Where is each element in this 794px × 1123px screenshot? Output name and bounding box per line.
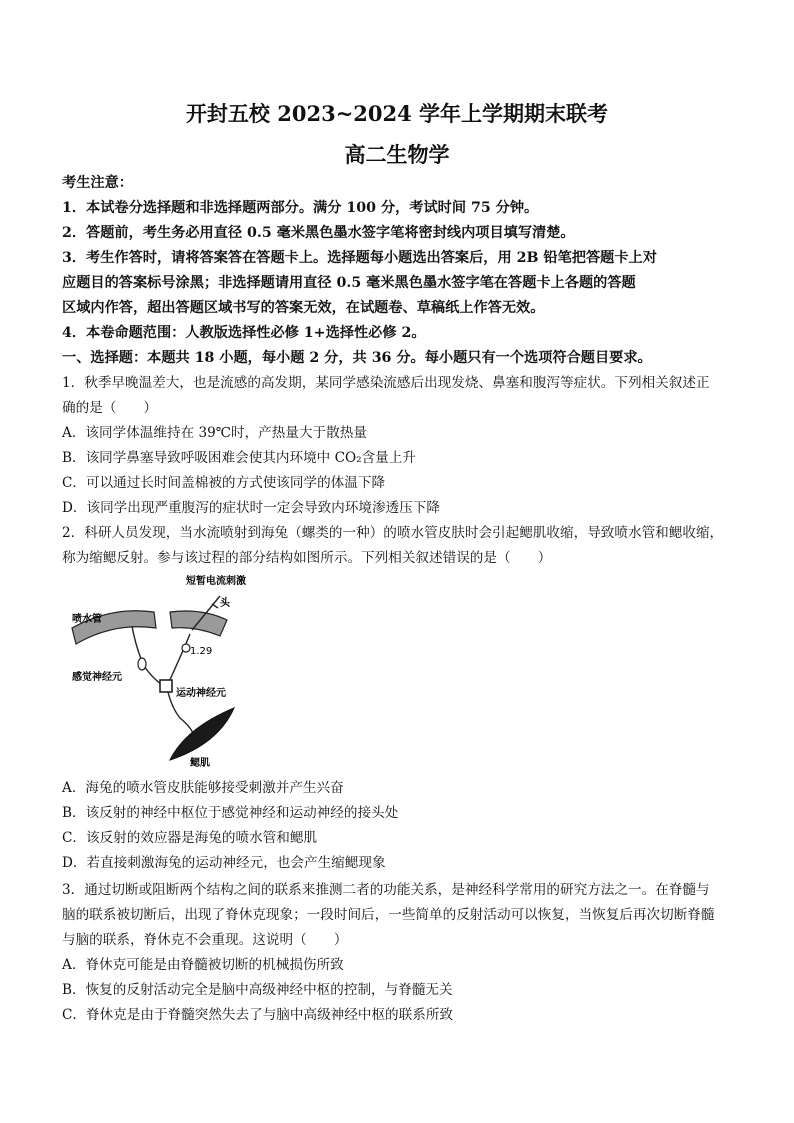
question-2-option-d: D．若直接刺激海兔的运动神经元，也会产生缩鳃现象 (62, 855, 386, 871)
label-gill-muscle: 鳃肌 (190, 758, 210, 768)
label-sensory-neuron: 感觉神经元 (72, 672, 122, 683)
notice-item: 2．答题前，考生务必用直径 0.5 毫米黑色墨水签字笔将密封线内项目填写清楚。 (62, 225, 575, 241)
question-1-option-b: B．该同学鼻塞导致呼吸困难会使其内环境中 CO₂含量上升 (62, 450, 416, 466)
question-2-option-a: A．海兔的喷水管皮肤能够接受刺激并产生兴奋 (62, 780, 344, 796)
notice-item: 4．本卷命题范围：人教版选择性必修 1+选择性必修 2。 (62, 325, 426, 341)
recording-point (182, 644, 190, 652)
section-heading: 一、选择题：本题共 18 小题，每小题 2 分，共 36 分。每小题只有一个选项符合题目要求。 (62, 350, 652, 366)
notice-item: 1．本试卷分选择题和非选择题两部分。满分 100 分，考试时间 75 分钟。 (62, 200, 539, 216)
label-siphon: 喷水管 (72, 614, 102, 625)
gill-muscle-shape (170, 708, 234, 760)
sensory-neuron-body (138, 658, 146, 670)
notice-heading: 考生注意： (62, 175, 133, 191)
exam-title: 开封五校 2023~2024 学年上学期期末联考 (185, 101, 609, 126)
question-3-stem: 与脑的联系，脊休克不会重现。这说明（ ） (62, 932, 348, 948)
mantle-skin-shape (170, 611, 227, 636)
label-point: 1.29 (190, 646, 213, 657)
label-stimulus: 短暂电流刺激 (186, 576, 246, 587)
sensory-neuron-axon (132, 626, 164, 686)
question-1-option-c: C．可以通过长时间盖棉被的方式使该同学的体温下降 (62, 475, 386, 491)
notice-item: 3．考生作答时，请将答案答在答题卡上。选择题每小题选出答案后，用 2B 铅笔把答题卡上对 (62, 250, 657, 266)
exam-subject: 高二生物学 (344, 142, 450, 167)
question-3-option-a: A．脊休克可能是由脊髓被切断的机械损伤所致 (62, 957, 344, 973)
question-3-stem: 脑的联系被切断后，出现了脊休克现象；一段时间后，一些简单的反射活动可以恢复，当恢复后再次切断脊髓 (62, 907, 715, 923)
label-motor-neuron: 运动神经元 (176, 688, 226, 699)
question-1-stem: 1．秋季早晚温差大，也是流感的高发期，某同学感染流感后出现发烧、鼻塞和腹泻等症状。下列相关叙述正 (62, 375, 710, 391)
connecting-axon (168, 634, 190, 684)
gill-withdrawal-reflex-figure (62, 568, 262, 768)
question-1-option-a: A．该同学体温维持在 39℃时，产热量大于散热量 (62, 425, 367, 441)
question-1-option-d: D．该同学出现严重腹泻的症状时一定会导致内环境渗透压下降 (62, 500, 440, 516)
notice-item: 区域内作答，超出答题区域书写的答案无效，在试题卷、草稿纸上作答无效。 (62, 300, 545, 316)
question-2-option-b: B．该反射的神经中枢位于感觉神经和运动神经的接头处 (62, 805, 399, 821)
question-3-option-b: B．恢复的反射活动完全是脑中高级神经中枢的控制，与脊髓无关 (62, 982, 453, 998)
question-3-stem: 3．通过切断或阻断两个结构之间的联系来推测二者的功能关系，是神经科学常用的研究方法之一。在脊髓与 (62, 882, 710, 898)
question-1-stem: 确的是（ ） (62, 400, 158, 416)
question-2-stem: 称为缩鳃反射。参与该过程的部分结构如图所示。下列相关叙述错误的是（ ） (62, 550, 552, 566)
question-2-option-c: C．该反射的效应器是海兔的喷水管和鳃肌 (62, 830, 318, 846)
question-2-stem: 2．科研人员发现，当水流喷射到海兔（螺类的一种）的喷水管皮肤时会引起鳃肌收缩，导致喷水管和鳃收缩， (62, 525, 724, 541)
stimulus-electrode-tip (212, 604, 218, 608)
synapse-junction (160, 680, 172, 692)
question-3-option-c: C．脊休克是由于脊髓突然失去了与脑中高级神经中枢的联系所致 (62, 1007, 454, 1023)
label-head: 头 (220, 598, 230, 609)
notice-item: 应题目的答案标号涂黑；非选择题请用直径 0.5 毫米黑色墨水签字笔在答题卡上各题的答题 (62, 275, 636, 291)
